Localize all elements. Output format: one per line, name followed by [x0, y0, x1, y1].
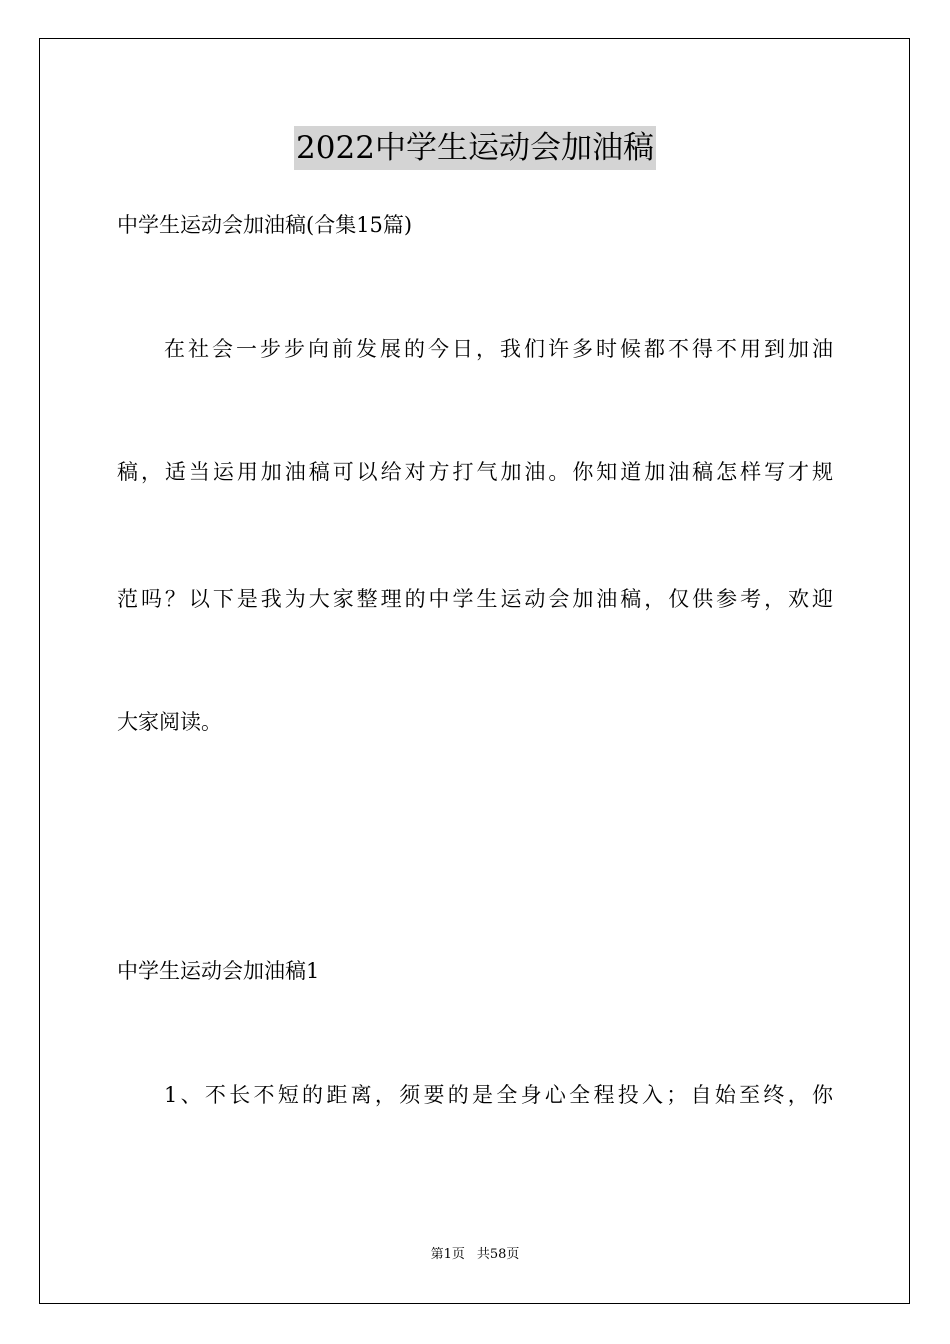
page-number-total: 共58页 [476, 1247, 520, 1262]
intro-line-4: 大家阅读。 [117, 710, 222, 734]
intro-line-3: 范吗？以下是我为大家整理的中学生运动会加油稿，仅供参考，欢迎 [117, 587, 833, 611]
section-heading: 中学生运动会加油稿1 [117, 959, 320, 983]
intro-line-1: 在社会一步步向前发展的今日，我们许多时候都不得不用到加油 [164, 337, 833, 361]
intro-line-2: 稿，适当运用加油稿可以给对方打气加油。你知道加油稿怎样写才规 [117, 460, 833, 484]
section-line-1: 1、不长不短的距离，须要的是全身心全程投入；自始至终，你 [164, 1083, 833, 1107]
page-footer [0, 1246, 950, 1264]
document-title: 2022中学生运动会加油稿 [294, 126, 656, 170]
title-container [0, 126, 950, 170]
page-number-current: 第1页 [430, 1247, 465, 1262]
document-subtitle: 中学生运动会加油稿(合集15篇) [117, 213, 413, 237]
